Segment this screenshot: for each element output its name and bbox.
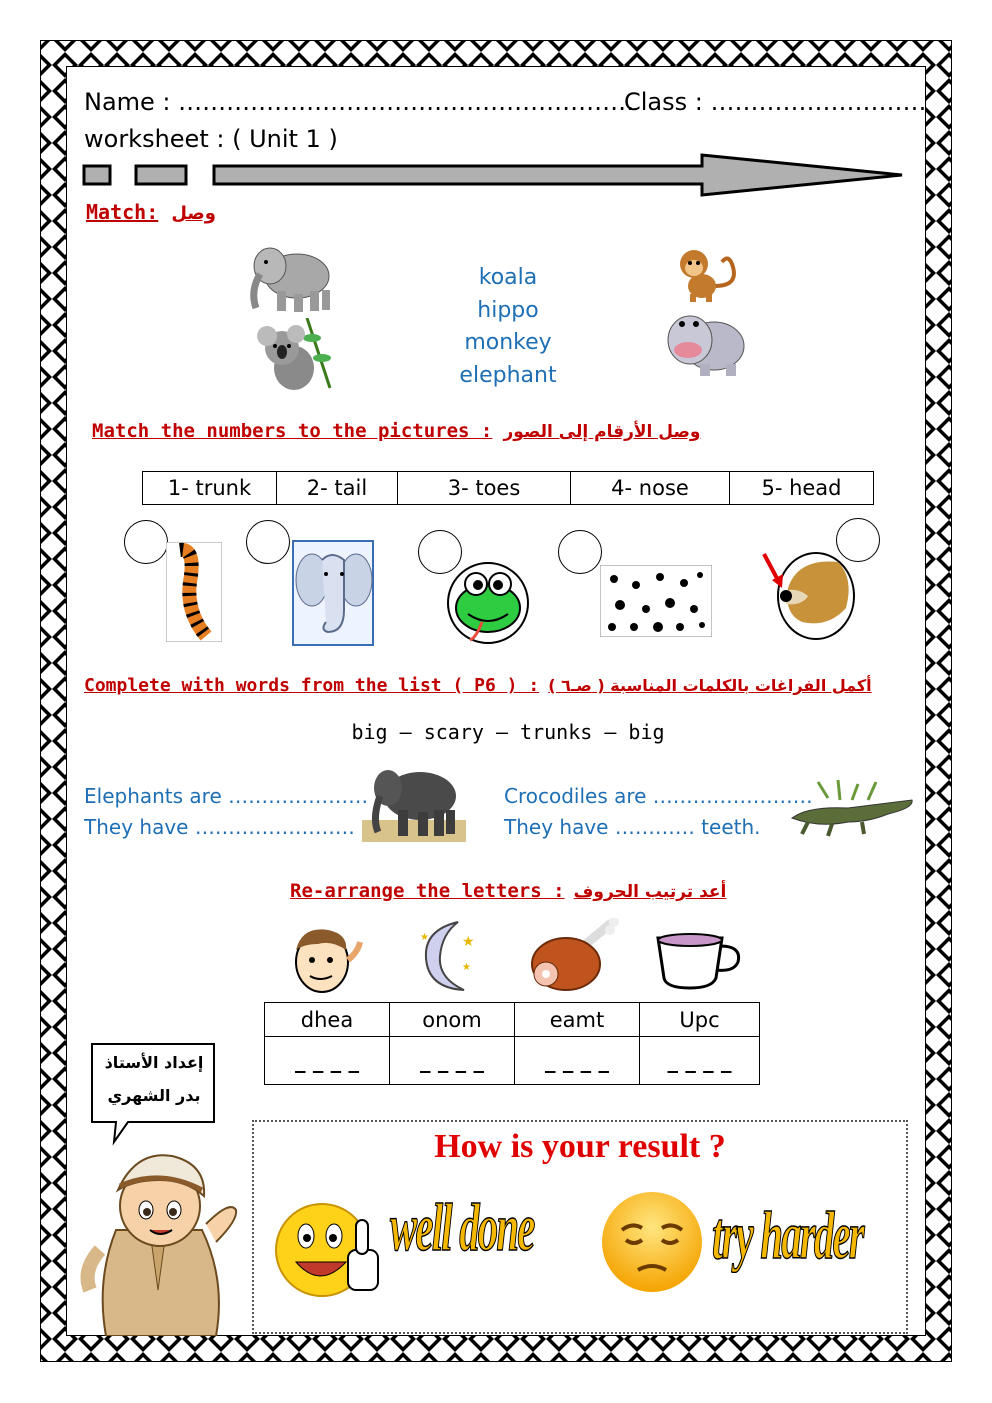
body-part-cell: 4- nose [571, 472, 730, 505]
elephant-image-icon [242, 236, 340, 316]
match-word-elephant: elephant [459, 363, 557, 388]
answer-circle-1[interactable] [124, 520, 168, 564]
match-word-monkey: monkey [464, 330, 552, 355]
name-field-label: Name : ………………………………………………… [84, 88, 635, 116]
match-title-en: Match: [86, 200, 159, 224]
dog-nose-image-icon [758, 548, 858, 642]
numbers-title-ar: وصل الأرقام إلى الصور [503, 422, 701, 442]
cup-image-icon [652, 930, 746, 992]
author-line-1: إعداد الأستاذ [104, 1053, 204, 1072]
smiley-thumbs-up-icon [272, 1190, 384, 1306]
body-part-cell: 1- trunk [143, 472, 277, 505]
svg-text:★: ★ [462, 962, 471, 973]
answer-blank[interactable]: _ _ _ _ [515, 1037, 640, 1085]
head-image-icon [288, 920, 364, 996]
scrambled-word: Upc [640, 1003, 760, 1037]
result-title: How is your result ? [434, 1128, 726, 1165]
hippo-image-icon [664, 306, 746, 378]
elephants-sentence: Elephants are ………………… [84, 784, 369, 808]
numbers-title [92, 420, 700, 442]
crocodile-photo-icon [788, 778, 916, 840]
match-word-hippo: hippo [477, 298, 539, 323]
rearrange-table [264, 1002, 760, 1085]
frog-head-image-icon [446, 560, 530, 646]
koala-image-icon [252, 318, 332, 396]
try-harder-label: try harder [712, 1197, 863, 1273]
complete-title [84, 675, 872, 696]
body-part-cell: 2- tail [277, 472, 398, 505]
elephants-have-sentence: They have …………………… [84, 815, 355, 839]
author-line-2: بدر الشهري [107, 1086, 201, 1105]
complete-title-ar: ( صـ٦ ) أكمل الفراغات بالكلمات المناسبة [548, 676, 872, 695]
crocodiles-sentence: Crocodiles are …………………… [504, 784, 813, 808]
meat-image-icon [526, 918, 622, 994]
match-word-koala: koala [478, 265, 538, 290]
scrambled-word: eamt [515, 1003, 640, 1037]
answer-circle-2[interactable] [246, 520, 290, 564]
numbers-title-en: Match the numbers to the pictures : [92, 420, 493, 442]
answer-blank[interactable]: _ _ _ _ [390, 1037, 515, 1085]
elephant-photo-icon [362, 758, 466, 842]
scrambled-word: onom [390, 1003, 515, 1037]
sad-face-icon [600, 1182, 704, 1302]
rearrange-title [290, 880, 726, 902]
rearrange-title-ar: أعد ترتيب الحروف [573, 882, 727, 902]
match-title [86, 200, 216, 224]
arrow-banner-icon [80, 152, 910, 202]
boy-character-icon [76, 1140, 246, 1336]
worksheet-title: worksheet : ( Unit 1 ) [84, 125, 338, 153]
svg-text:★: ★ [462, 934, 475, 950]
svg-text:★: ★ [420, 932, 429, 943]
well-done-label: well done [390, 1189, 534, 1265]
body-parts-table [142, 471, 874, 505]
elephant-trunk-image-icon [292, 540, 374, 646]
match-title-ar: وصل [171, 203, 216, 224]
answer-circle-4[interactable] [558, 530, 602, 574]
scrambled-word: dhea [265, 1003, 390, 1037]
answer-blank[interactable]: _ _ _ _ [265, 1037, 390, 1085]
answer-blank[interactable]: _ _ _ _ [640, 1037, 760, 1085]
crocodiles-have-sentence: They have ………… teeth. [504, 815, 761, 839]
body-part-cell: 3- toes [398, 472, 571, 505]
monkey-image-icon [670, 246, 740, 304]
class-field-label: Class : ……………………… [624, 88, 927, 116]
tiger-tail-image-icon [166, 542, 222, 642]
word-list: big – scary – trunks – big [351, 720, 665, 744]
rearrange-title-en: Re-arrange the letters : [290, 880, 565, 902]
footprints-image-icon [600, 565, 712, 637]
complete-title-en: Complete with words from the list ( P6 ) : [84, 675, 540, 696]
moon-image-icon [414, 918, 480, 994]
body-part-cell: 5- head [730, 472, 874, 505]
